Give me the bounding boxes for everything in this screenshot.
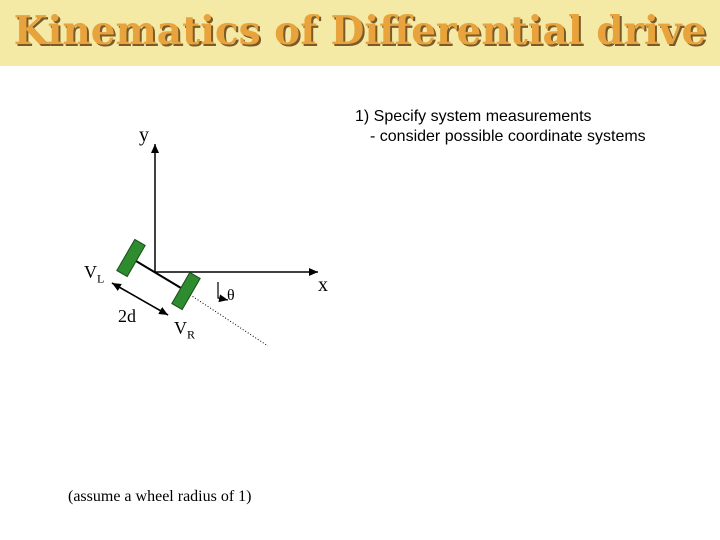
left-wheel-velocity-label: $V_L$ bbox=[84, 262, 105, 286]
note-line-2: - consider possible coordinate systems bbox=[370, 128, 646, 145]
wheel-separation-label: 2d bbox=[118, 306, 136, 326]
slide-title: Kinematics of Differential drive bbox=[13, 8, 707, 54]
robot-axle bbox=[131, 258, 186, 291]
left-wheel bbox=[117, 239, 145, 276]
wheel-radius-footnote: (assume a wheel radius of 1) bbox=[68, 488, 252, 505]
y-axis-label: y bbox=[139, 124, 149, 146]
note-line-1: 1) Specify system measurements bbox=[355, 108, 592, 125]
right-wheel bbox=[172, 272, 200, 309]
right-wheel-velocity-label: $V_R$ bbox=[174, 318, 196, 342]
theta-label: θ bbox=[227, 287, 235, 304]
x-axis-label: x bbox=[318, 274, 328, 296]
